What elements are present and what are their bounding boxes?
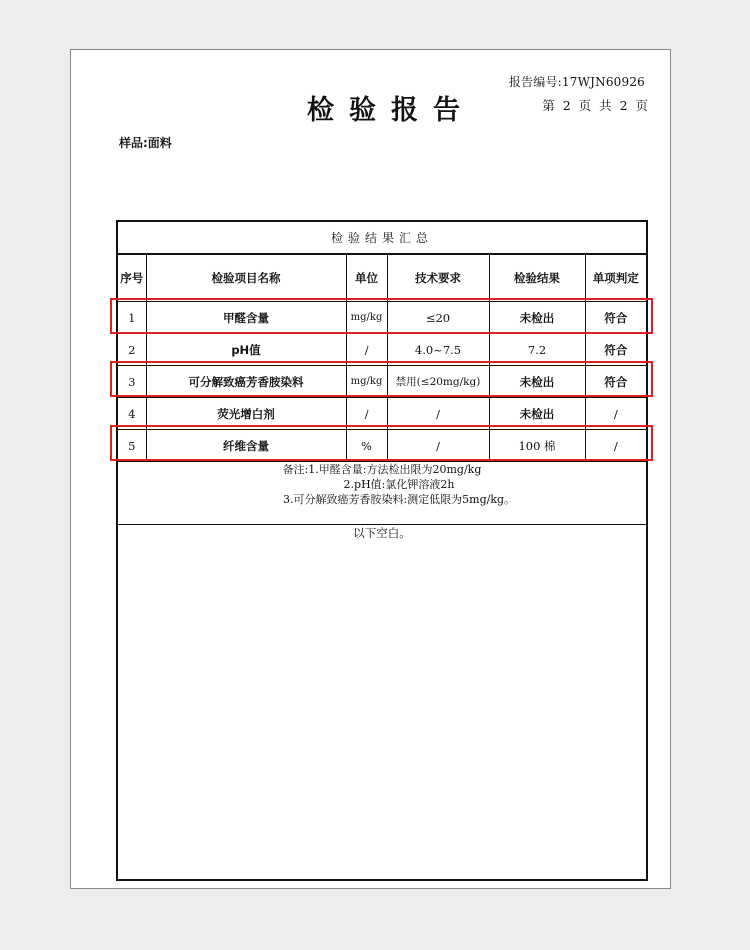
column-header: 检验项目名称	[146, 254, 346, 302]
table-row	[118, 334, 646, 366]
unit-cell: /	[346, 398, 387, 430]
test-item: 可分解致癌芳香胺染料	[146, 366, 346, 398]
requirement-cell: /	[387, 398, 489, 430]
verdict-cell: 符合	[585, 334, 646, 366]
unit-cell: /	[346, 334, 387, 366]
results-table-frame	[116, 220, 648, 881]
summary-title: 检验结果汇总	[118, 222, 646, 254]
blank-text: 以下空白。	[118, 525, 646, 542]
note-line: 3.可分解致癌芳香胺染料:测定低限为5mg/kg。	[282, 493, 516, 506]
verdict-cell: 符合	[585, 366, 646, 398]
note-line: 备注:1.甲醛含量:方法检出限为20mg/kg	[282, 463, 482, 476]
test-item: pH值	[146, 334, 346, 366]
report-page	[70, 49, 671, 889]
sample-label: 样品:面料	[119, 136, 172, 150]
notes-cell	[118, 462, 646, 525]
table-row	[118, 398, 646, 430]
column-header: 单位	[346, 254, 387, 302]
unit-cell: mg/kg	[346, 366, 387, 398]
test-item: 纤维含量	[146, 430, 346, 462]
requirement-cell: /	[387, 430, 489, 462]
table-row	[118, 302, 646, 334]
row-number: 5	[118, 430, 146, 462]
notes-row	[118, 462, 646, 525]
requirement-cell: 4.0~7.5	[387, 334, 489, 366]
page-title: 检验报告	[307, 95, 475, 126]
table-row	[118, 366, 646, 398]
result-cell: 未检出	[489, 398, 585, 430]
row-number: 2	[118, 334, 146, 366]
column-header: 单项判定	[585, 254, 646, 302]
unit-cell: %	[346, 430, 387, 462]
test-item: 甲醛含量	[146, 302, 346, 334]
verdict-cell: 符合	[585, 302, 646, 334]
result-cell: 100 棉	[489, 430, 585, 462]
result-cell: 未检出	[489, 366, 585, 398]
table-row	[118, 430, 646, 462]
row-number: 4	[118, 398, 146, 430]
unit-cell: mg/kg	[346, 302, 387, 334]
requirement-cell: ≤20	[387, 302, 489, 334]
row-number: 1	[118, 302, 146, 334]
results-table	[118, 222, 646, 541]
column-header: 序号	[118, 254, 146, 302]
page-number: 第 2 页 共 2 页	[542, 98, 649, 113]
table-header-row	[118, 254, 646, 302]
requirement-cell: 禁用(≤20mg/kg)	[387, 366, 489, 398]
verdict-cell: /	[585, 430, 646, 462]
row-number: 3	[118, 366, 146, 398]
test-item: 荧光增白剂	[146, 398, 346, 430]
blank-row	[118, 525, 646, 542]
note-line: 2.pH值:氯化钾溶液2h	[343, 478, 455, 491]
verdict-cell: /	[585, 398, 646, 430]
result-cell: 未检出	[489, 302, 585, 334]
column-header: 检验结果	[489, 254, 585, 302]
result-cell: 7.2	[489, 334, 585, 366]
column-header: 技术要求	[387, 254, 489, 302]
report-number: 报告编号:17WJN60926	[508, 75, 645, 89]
